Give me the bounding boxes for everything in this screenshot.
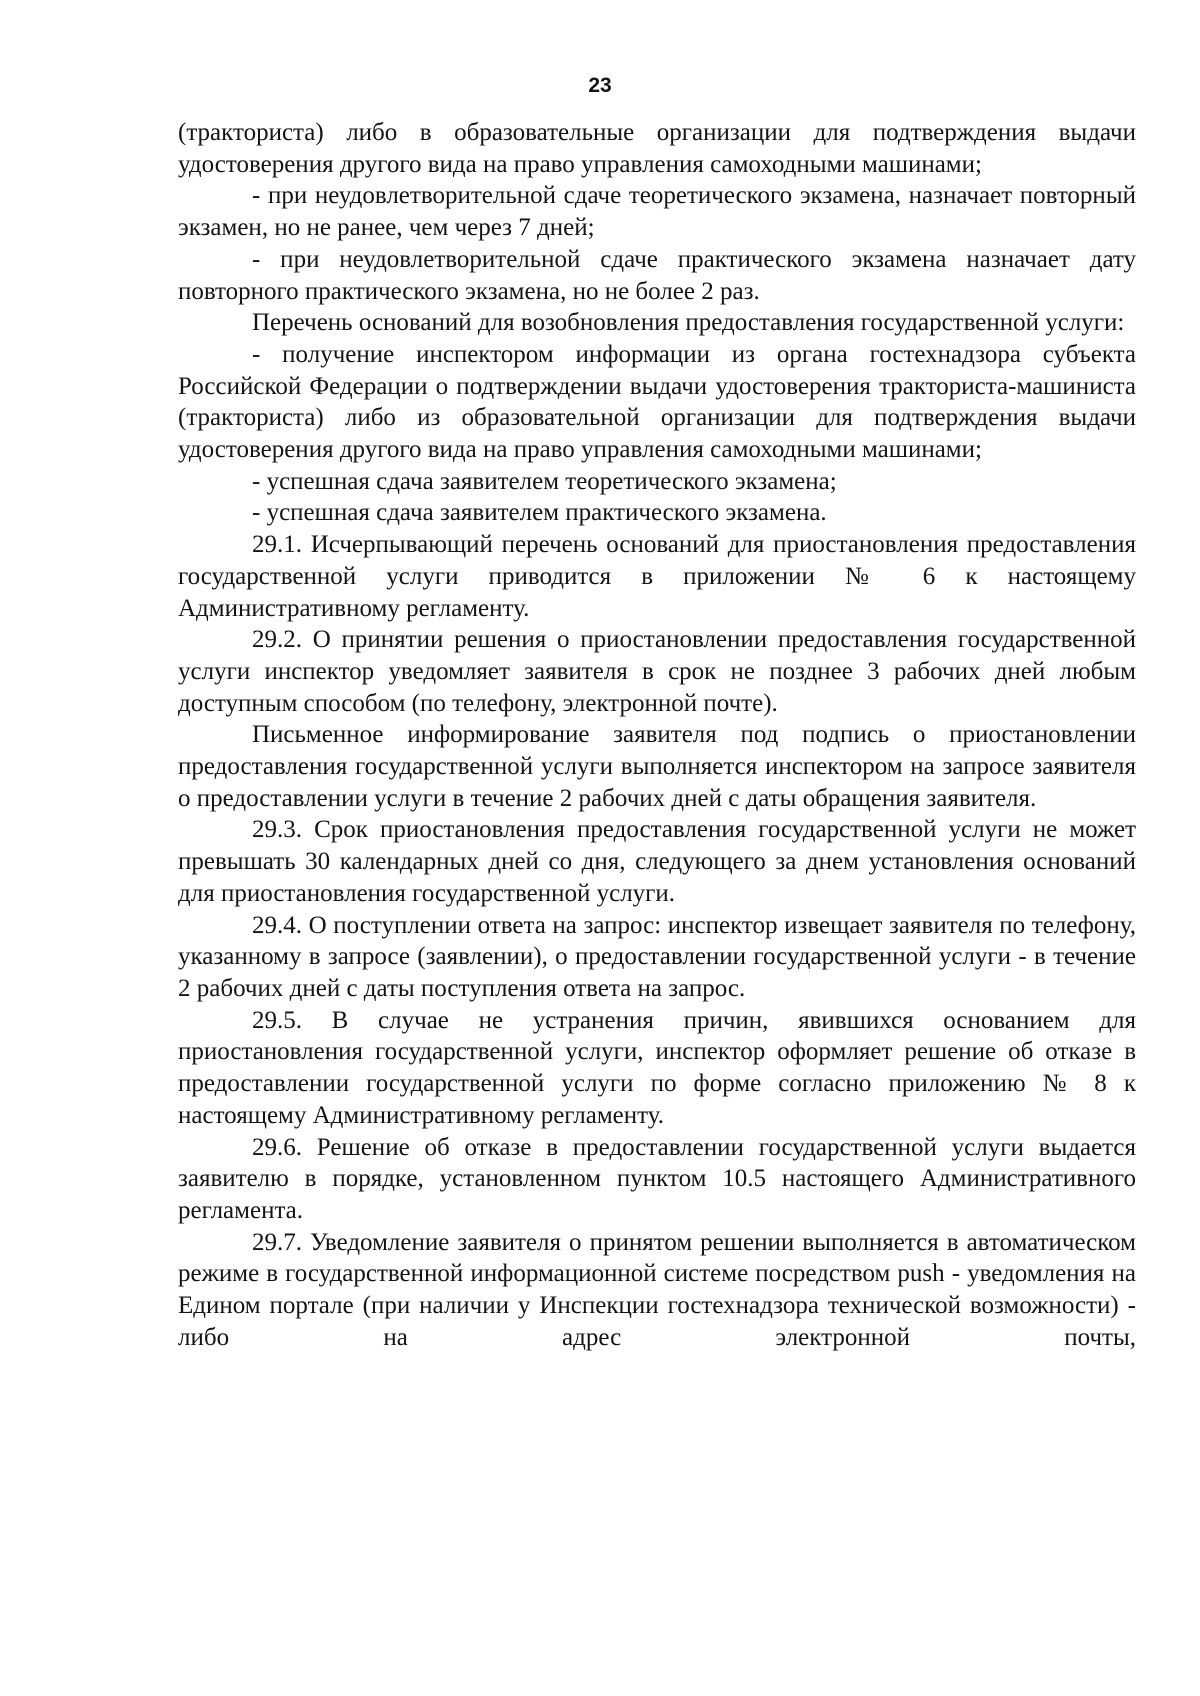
paragraph: 29.2. О принятии решения о приостановлении предоставления государственной услуги инспектор уведомляет заявителя в срок не позднее 3 рабочих дней любым доступным способом (по телефону, электронной почте). [178,626,1136,717]
paragraph: (тракториста) либо в образовательные организации для подтверждения выдачи удостоверения другого вида на право управления самоходными машинами; [178,119,1136,178]
paragraph: 29.4. О поступлении ответа на запрос: инспектор извещает заявителя по телефону, указанному в запросе (заявлении), о предоставлении государственной услуги - в течение 2 рабочих дней с даты поступления ответа на запрос. [178,911,1136,1002]
document-body [178,117,1136,1353]
paragraph: Письменное информирование заявителя под подпись о приостановлении предоставления государственной услуги выполняется инспектором на запросе заявителя о предоставлении услуги в течение 2 рабочих дней с даты обращения заявителя. [178,721,1136,812]
paragraph: 29.3. Срок приостановления предоставления государственной услуги не может превышать 30 календарных дней со дня, следующего за днем установления оснований для приостановления государственной услуги. [178,816,1136,907]
paragraph: 29.6. Решение об отказе в предоставлении государственной услуги выдается заявителю в порядке, установленном пунктом 10.5 настоящего Административного регламента. [178,1133,1136,1224]
paragraph: - при неудовлетворительной сдаче теоретического экзамена, назначает повторный экзамен, но не ранее, чем через 7 дней; [178,182,1136,242]
paragraph: 29.7. Уведомление заявителя о принятом решении выполняется в автоматическом режиме в государственной информационной системе посредством push - уведомления на Едином портале (при наличии у Инспекции гостехнадзора технической возможности) - либо на адрес электронной почты, [178,1228,1136,1351]
paragraph: - получение инспектором информации из органа гостехнадзора субъекта Российской Федерации о подтверждении выдачи удостоверения тракториста-машиниста (тракториста) либо из образовательной организации для подтверждения выдачи удостоверения другого вида на право управления самоходными машинами; [178,340,1136,464]
paragraph: 29.1. Исчерпывающий перечень оснований для приостановления предоставления государственной услуги приводится в приложении № 6 к настоящему Административному регламенту. [178,531,1136,622]
paragraph: Перечень оснований для возобновления предоставления государственной услуги: [252,309,1125,337]
paragraph: 29.5. В случае не устранения причин, явившихся основанием для приостановления государственной услуги, инспектор оформляет решение об отказе в предоставлении государственной услуги по форме согласно приложению № 8 к настоящему Административному регламенту. [178,1006,1136,1129]
page-number: 23 [588,74,612,97]
paragraph: - при неудовлетворительной сдаче практического экзамена назначает дату повторного практического экзамена, но не более 2 раз. [178,245,1136,305]
paragraph: - успешная сдача заявителем теоретического экзамена; [252,467,837,495]
paragraph: - успешная сдача заявителем практического экзамена. [252,499,827,527]
